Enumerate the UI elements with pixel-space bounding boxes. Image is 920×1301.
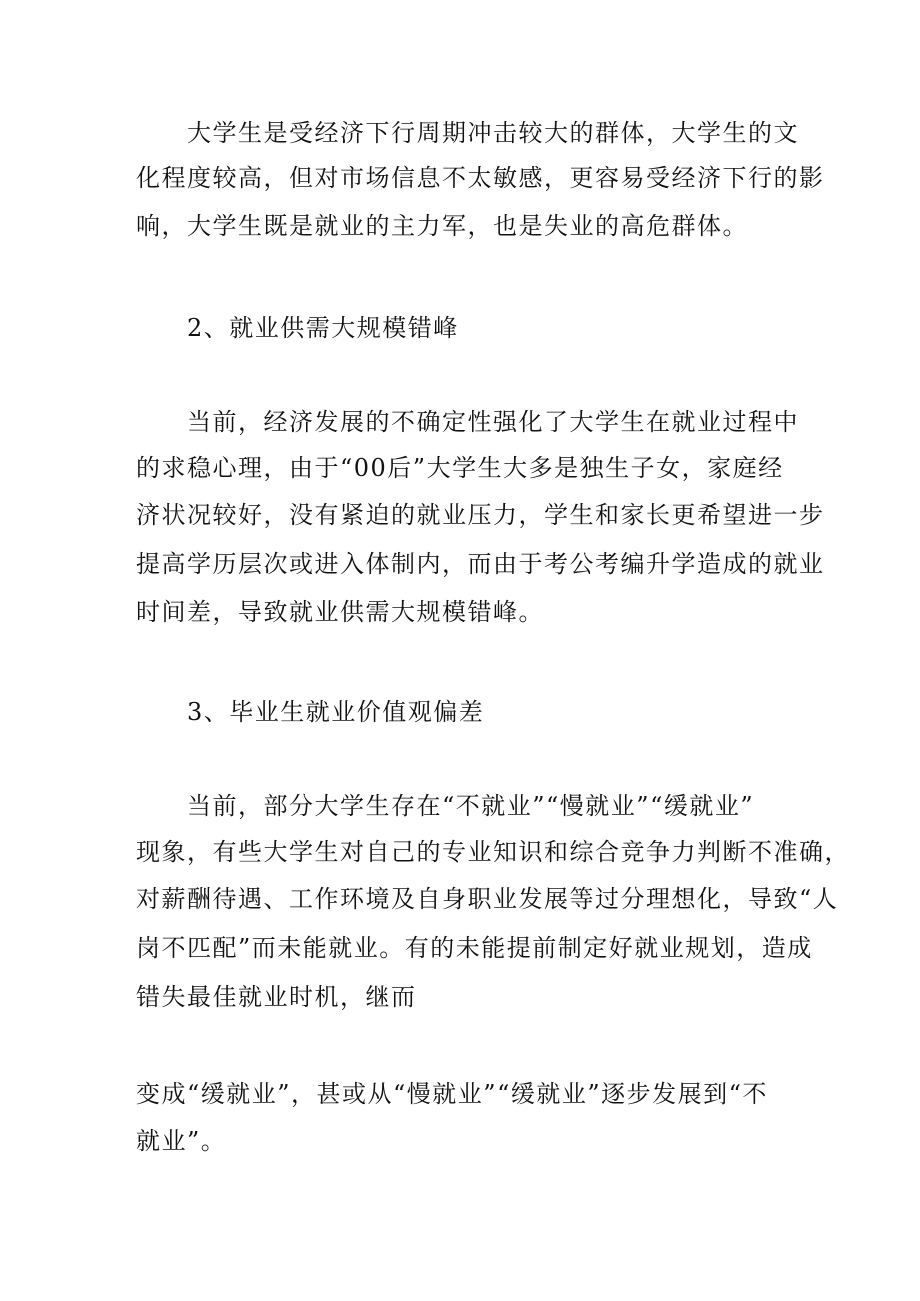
text-line: 提高学历层次或进入体制内，而由于考公考编升学造成的就业 [136, 550, 825, 578]
text-line: 的求稳心理，由于“00后”大学生大多是独生子女，家庭经 [136, 454, 784, 482]
text-line: 济状况较好，没有紧迫的就业压力，学生和家长更希望进一步 [136, 501, 825, 529]
text-line: 响，大学生既是就业的主力军，也是失业的高危群体。 [136, 212, 748, 240]
section-heading-3: 3、毕业生就业价值观偏差 [187, 698, 485, 726]
text-line: 岗不匹配”而未能就业。有的未能提前制定好就业规划，造成 [136, 934, 813, 962]
text-line: 当前，部分大学生存在“不就业”“慢就业”“缓就业” [187, 792, 755, 820]
text-line: 化程度较高，但对市场信息不太敏感，更容易受经济下行的影 [136, 164, 825, 192]
section-heading-2: 2、就业供需大规模错峰 [187, 314, 459, 342]
text-line: 就业”。 [136, 1127, 227, 1155]
text-line: 对薪酬待遇、工作环境及自身职业发展等过分理想化，导致“人 [136, 885, 839, 913]
text-line: 当前，经济发展的不确定性强化了大学生在就业过程中 [187, 408, 799, 436]
text-line: 现象，有些大学生对自己的专业知识和综合竞争力判断不准确， [136, 838, 850, 866]
text-line: 大学生是受经济下行周期冲击较大的群体，大学生的文 [187, 119, 799, 147]
text-line: 时间差，导致就业供需大规模错峰。 [136, 598, 544, 626]
text-line: 变成“缓就业”，甚或从“慢就业”“缓就业”逐步发展到“不 [136, 1080, 768, 1108]
text-line: 错失最佳就业时机，继而 [136, 983, 417, 1011]
